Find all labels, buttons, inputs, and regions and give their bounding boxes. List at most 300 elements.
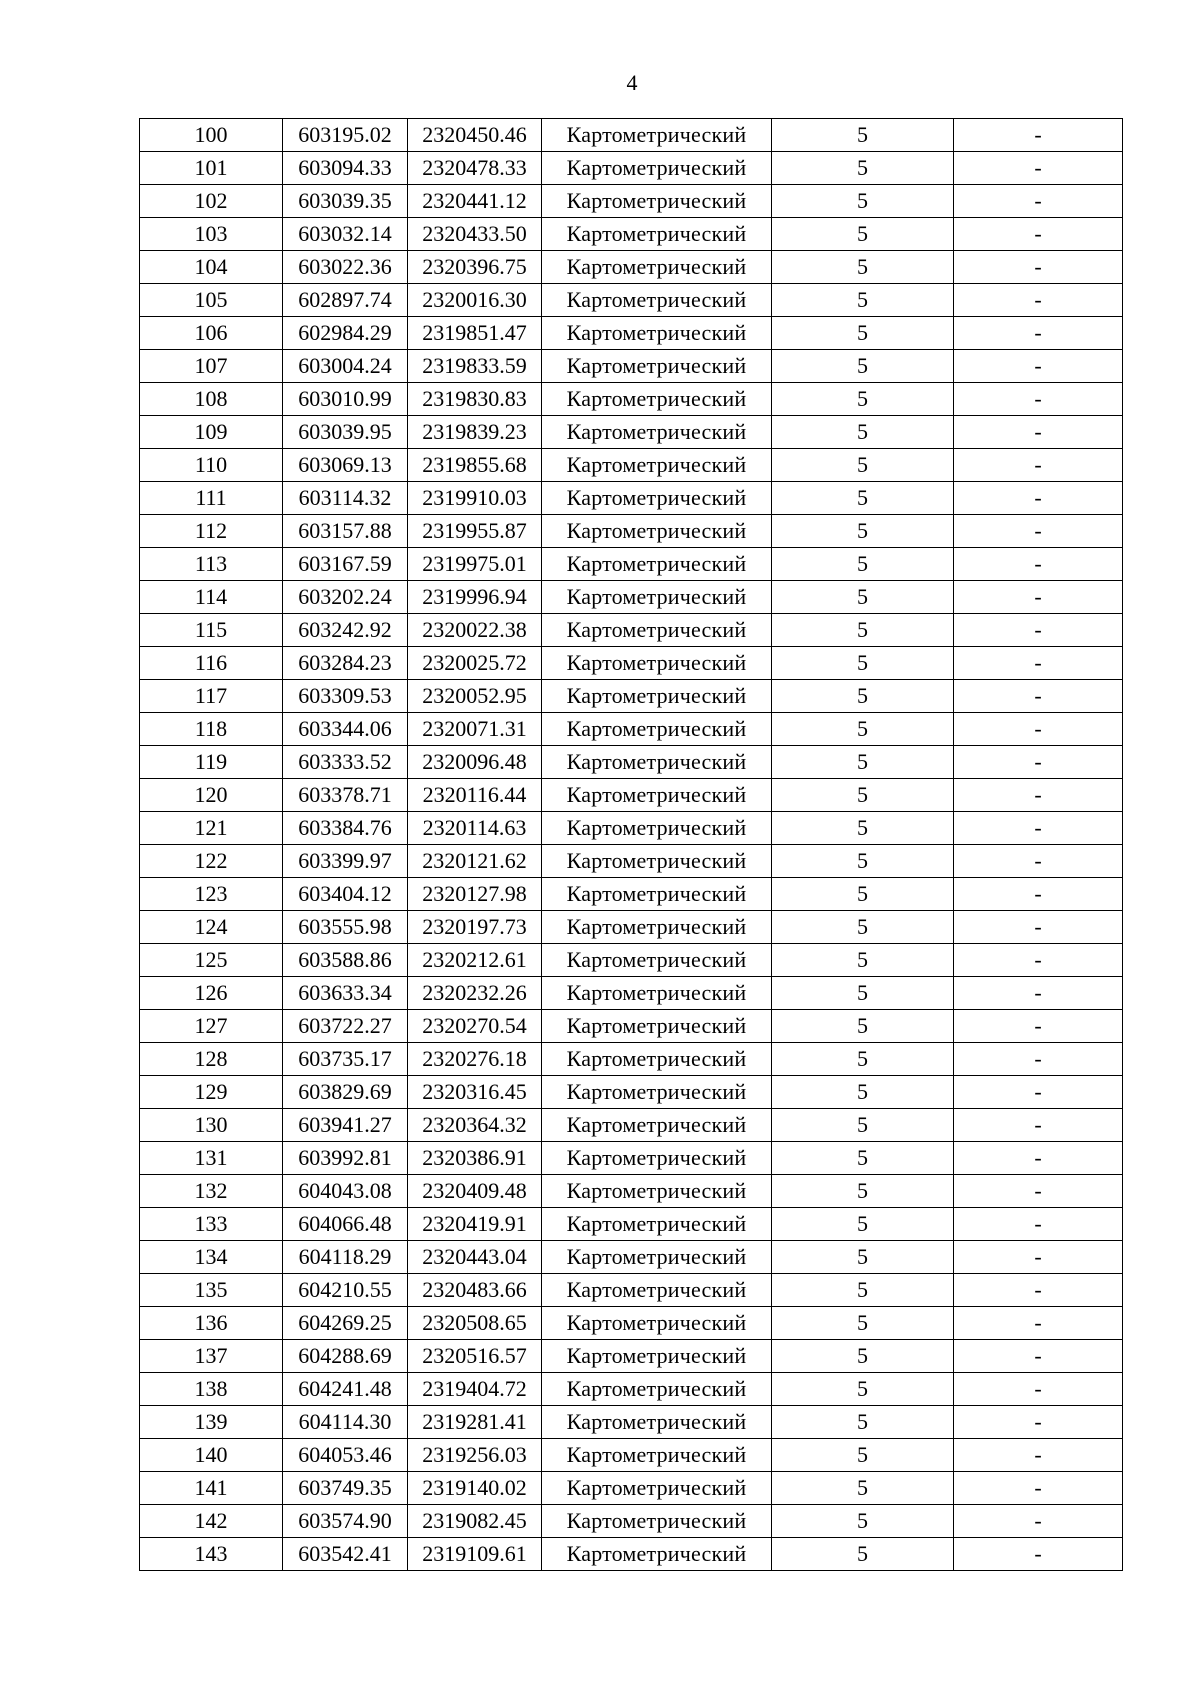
method-cell: Картометрический [542, 185, 772, 218]
point-number-cell: 134 [140, 1241, 283, 1274]
x-coordinate-cell: 603309.53 [283, 680, 408, 713]
description-cell: - [954, 1274, 1123, 1307]
method-cell: Картометрический [542, 1505, 772, 1538]
description-cell: - [954, 1439, 1123, 1472]
description-cell: - [954, 251, 1123, 284]
table-row [140, 515, 1123, 548]
y-coordinate-cell: 2320508.65 [408, 1307, 542, 1340]
x-coordinate-cell: 604288.69 [283, 1340, 408, 1373]
accuracy-cell: 5 [772, 878, 954, 911]
table-row [140, 944, 1123, 977]
description-cell: - [954, 383, 1123, 416]
point-number-cell: 123 [140, 878, 283, 911]
accuracy-cell: 5 [772, 1373, 954, 1406]
table-row [140, 746, 1123, 779]
y-coordinate-cell: 2320127.98 [408, 878, 542, 911]
table-body [140, 119, 1123, 1571]
y-coordinate-cell: 2320409.48 [408, 1175, 542, 1208]
accuracy-cell: 5 [772, 515, 954, 548]
method-cell: Картометрический [542, 812, 772, 845]
method-cell: Картометрический [542, 911, 772, 944]
point-number-cell: 114 [140, 581, 283, 614]
y-coordinate-cell: 2319833.59 [408, 350, 542, 383]
point-number-cell: 104 [140, 251, 283, 284]
method-cell: Картометрический [542, 1109, 772, 1142]
description-cell: - [954, 119, 1123, 152]
accuracy-cell: 5 [772, 1505, 954, 1538]
point-number-cell: 108 [140, 383, 283, 416]
y-coordinate-cell: 2320096.48 [408, 746, 542, 779]
point-number-cell: 119 [140, 746, 283, 779]
description-cell: - [954, 1307, 1123, 1340]
method-cell: Картометрический [542, 1439, 772, 1472]
point-number-cell: 120 [140, 779, 283, 812]
method-cell: Картометрический [542, 977, 772, 1010]
description-cell: - [954, 911, 1123, 944]
description-cell: - [954, 680, 1123, 713]
y-coordinate-cell: 2320052.95 [408, 680, 542, 713]
accuracy-cell: 5 [772, 977, 954, 1010]
table-row [140, 1538, 1123, 1571]
table-row [140, 1109, 1123, 1142]
y-coordinate-cell: 2319281.41 [408, 1406, 542, 1439]
y-coordinate-cell: 2320450.46 [408, 119, 542, 152]
description-cell: - [954, 1175, 1123, 1208]
table-row [140, 713, 1123, 746]
accuracy-cell: 5 [772, 1406, 954, 1439]
point-number-cell: 100 [140, 119, 283, 152]
point-number-cell: 136 [140, 1307, 283, 1340]
table-row [140, 218, 1123, 251]
x-coordinate-cell: 603399.97 [283, 845, 408, 878]
y-coordinate-cell: 2320197.73 [408, 911, 542, 944]
method-cell: Картометрический [542, 1241, 772, 1274]
method-cell: Картометрический [542, 119, 772, 152]
point-number-cell: 133 [140, 1208, 283, 1241]
method-cell: Картометрический [542, 383, 772, 416]
point-number-cell: 137 [140, 1340, 283, 1373]
table-row [140, 1373, 1123, 1406]
method-cell: Картометрический [542, 1472, 772, 1505]
y-coordinate-cell: 2320232.26 [408, 977, 542, 1010]
y-coordinate-cell: 2320121.62 [408, 845, 542, 878]
table-row [140, 1010, 1123, 1043]
accuracy-cell: 5 [772, 1208, 954, 1241]
point-number-cell: 112 [140, 515, 283, 548]
description-cell: - [954, 1505, 1123, 1538]
method-cell: Картометрический [542, 1373, 772, 1406]
table-row [140, 614, 1123, 647]
x-coordinate-cell: 603542.41 [283, 1538, 408, 1571]
table-row [140, 779, 1123, 812]
x-coordinate-cell: 603167.59 [283, 548, 408, 581]
table-row [140, 680, 1123, 713]
accuracy-cell: 5 [772, 1538, 954, 1571]
accuracy-cell: 5 [772, 416, 954, 449]
table-row [140, 251, 1123, 284]
table-row [140, 1472, 1123, 1505]
description-cell: - [954, 1340, 1123, 1373]
method-cell: Картометрический [542, 746, 772, 779]
point-number-cell: 128 [140, 1043, 283, 1076]
method-cell: Картометрический [542, 548, 772, 581]
y-coordinate-cell: 2319082.45 [408, 1505, 542, 1538]
method-cell: Картометрический [542, 1208, 772, 1241]
description-cell: - [954, 812, 1123, 845]
point-number-cell: 117 [140, 680, 283, 713]
y-coordinate-cell: 2320270.54 [408, 1010, 542, 1043]
description-cell: - [954, 482, 1123, 515]
accuracy-cell: 5 [772, 1274, 954, 1307]
y-coordinate-cell: 2320443.04 [408, 1241, 542, 1274]
accuracy-cell: 5 [772, 1439, 954, 1472]
x-coordinate-cell: 603157.88 [283, 515, 408, 548]
accuracy-cell: 5 [772, 152, 954, 185]
x-coordinate-cell: 603735.17 [283, 1043, 408, 1076]
method-cell: Картометрический [542, 251, 772, 284]
accuracy-cell: 5 [772, 779, 954, 812]
x-coordinate-cell: 603242.92 [283, 614, 408, 647]
method-cell: Картометрический [542, 581, 772, 614]
point-number-cell: 122 [140, 845, 283, 878]
table-row [140, 1340, 1123, 1373]
x-coordinate-cell: 603333.52 [283, 746, 408, 779]
accuracy-cell: 5 [772, 614, 954, 647]
y-coordinate-cell: 2319404.72 [408, 1373, 542, 1406]
point-number-cell: 141 [140, 1472, 283, 1505]
x-coordinate-cell: 603039.95 [283, 416, 408, 449]
point-number-cell: 113 [140, 548, 283, 581]
table-row [140, 383, 1123, 416]
method-cell: Картометрический [542, 416, 772, 449]
description-cell: - [954, 185, 1123, 218]
x-coordinate-cell: 603588.86 [283, 944, 408, 977]
x-coordinate-cell: 603022.36 [283, 251, 408, 284]
point-number-cell: 126 [140, 977, 283, 1010]
method-cell: Картометрический [542, 1076, 772, 1109]
x-coordinate-cell: 604066.48 [283, 1208, 408, 1241]
description-cell: - [954, 350, 1123, 383]
point-number-cell: 105 [140, 284, 283, 317]
x-coordinate-cell: 604118.29 [283, 1241, 408, 1274]
method-cell: Картометрический [542, 1340, 772, 1373]
accuracy-cell: 5 [772, 911, 954, 944]
point-number-cell: 118 [140, 713, 283, 746]
point-number-cell: 142 [140, 1505, 283, 1538]
y-coordinate-cell: 2320116.44 [408, 779, 542, 812]
description-cell: - [954, 317, 1123, 350]
y-coordinate-cell: 2320433.50 [408, 218, 542, 251]
method-cell: Картометрический [542, 1175, 772, 1208]
accuracy-cell: 5 [772, 185, 954, 218]
y-coordinate-cell: 2319851.47 [408, 317, 542, 350]
description-cell: - [954, 614, 1123, 647]
x-coordinate-cell: 602984.29 [283, 317, 408, 350]
point-number-cell: 107 [140, 350, 283, 383]
accuracy-cell: 5 [772, 482, 954, 515]
point-number-cell: 135 [140, 1274, 283, 1307]
table-row [140, 1439, 1123, 1472]
y-coordinate-cell: 2319256.03 [408, 1439, 542, 1472]
description-cell: - [954, 1208, 1123, 1241]
x-coordinate-cell: 603004.24 [283, 350, 408, 383]
x-coordinate-cell: 603069.13 [283, 449, 408, 482]
x-coordinate-cell: 603941.27 [283, 1109, 408, 1142]
table-row [140, 647, 1123, 680]
method-cell: Картометрический [542, 350, 772, 383]
table-row [140, 1208, 1123, 1241]
table-row [140, 317, 1123, 350]
description-cell: - [954, 152, 1123, 185]
x-coordinate-cell: 604269.25 [283, 1307, 408, 1340]
x-coordinate-cell: 603574.90 [283, 1505, 408, 1538]
x-coordinate-cell: 603114.32 [283, 482, 408, 515]
y-coordinate-cell: 2320386.91 [408, 1142, 542, 1175]
table-row [140, 1274, 1123, 1307]
table-row [140, 1076, 1123, 1109]
accuracy-cell: 5 [772, 350, 954, 383]
method-cell: Картометрический [542, 944, 772, 977]
table-row [140, 548, 1123, 581]
point-number-cell: 101 [140, 152, 283, 185]
method-cell: Картометрический [542, 1043, 772, 1076]
method-cell: Картометрический [542, 1406, 772, 1439]
accuracy-cell: 5 [772, 746, 954, 779]
point-number-cell: 132 [140, 1175, 283, 1208]
method-cell: Картометрический [542, 1307, 772, 1340]
y-coordinate-cell: 2319839.23 [408, 416, 542, 449]
y-coordinate-cell: 2320419.91 [408, 1208, 542, 1241]
y-coordinate-cell: 2320396.75 [408, 251, 542, 284]
table-row [140, 350, 1123, 383]
accuracy-cell: 5 [772, 1043, 954, 1076]
description-cell: - [954, 449, 1123, 482]
point-number-cell: 115 [140, 614, 283, 647]
table-row [140, 878, 1123, 911]
description-cell: - [954, 1406, 1123, 1439]
y-coordinate-cell: 2320022.38 [408, 614, 542, 647]
description-cell: - [954, 878, 1123, 911]
table-row [140, 1307, 1123, 1340]
y-coordinate-cell: 2319975.01 [408, 548, 542, 581]
y-coordinate-cell: 2320364.32 [408, 1109, 542, 1142]
accuracy-cell: 5 [772, 812, 954, 845]
y-coordinate-cell: 2319140.02 [408, 1472, 542, 1505]
accuracy-cell: 5 [772, 251, 954, 284]
description-cell: - [954, 1373, 1123, 1406]
method-cell: Картометрический [542, 1010, 772, 1043]
x-coordinate-cell: 603829.69 [283, 1076, 408, 1109]
method-cell: Картометрический [542, 878, 772, 911]
table-row [140, 1241, 1123, 1274]
accuracy-cell: 5 [772, 548, 954, 581]
method-cell: Картометрический [542, 449, 772, 482]
accuracy-cell: 5 [772, 1076, 954, 1109]
description-cell: - [954, 515, 1123, 548]
x-coordinate-cell: 603555.98 [283, 911, 408, 944]
y-coordinate-cell: 2319855.68 [408, 449, 542, 482]
accuracy-cell: 5 [772, 680, 954, 713]
method-cell: Картометрический [542, 1274, 772, 1307]
table-row [140, 845, 1123, 878]
table-row [140, 416, 1123, 449]
coordinates-table [139, 118, 1123, 1571]
accuracy-cell: 5 [772, 944, 954, 977]
y-coordinate-cell: 2320316.45 [408, 1076, 542, 1109]
table-row [140, 581, 1123, 614]
accuracy-cell: 5 [772, 449, 954, 482]
point-number-cell: 116 [140, 647, 283, 680]
accuracy-cell: 5 [772, 1010, 954, 1043]
description-cell: - [954, 713, 1123, 746]
x-coordinate-cell: 603202.24 [283, 581, 408, 614]
method-cell: Картометрический [542, 152, 772, 185]
y-coordinate-cell: 2320025.72 [408, 647, 542, 680]
table-row [140, 1175, 1123, 1208]
y-coordinate-cell: 2320016.30 [408, 284, 542, 317]
table-row [140, 482, 1123, 515]
y-coordinate-cell: 2319830.83 [408, 383, 542, 416]
description-cell: - [954, 1142, 1123, 1175]
table-row [140, 1043, 1123, 1076]
description-cell: - [954, 581, 1123, 614]
x-coordinate-cell: 604210.55 [283, 1274, 408, 1307]
x-coordinate-cell: 603404.12 [283, 878, 408, 911]
table-row [140, 119, 1123, 152]
y-coordinate-cell: 2320071.31 [408, 713, 542, 746]
table-row [140, 911, 1123, 944]
x-coordinate-cell: 604053.46 [283, 1439, 408, 1472]
y-coordinate-cell: 2320441.12 [408, 185, 542, 218]
accuracy-cell: 5 [772, 647, 954, 680]
x-coordinate-cell: 604043.08 [283, 1175, 408, 1208]
accuracy-cell: 5 [772, 1307, 954, 1340]
accuracy-cell: 5 [772, 1472, 954, 1505]
description-cell: - [954, 944, 1123, 977]
method-cell: Картометрический [542, 779, 772, 812]
y-coordinate-cell: 2320114.63 [408, 812, 542, 845]
description-cell: - [954, 1109, 1123, 1142]
method-cell: Картометрический [542, 218, 772, 251]
point-number-cell: 130 [140, 1109, 283, 1142]
accuracy-cell: 5 [772, 119, 954, 152]
description-cell: - [954, 845, 1123, 878]
accuracy-cell: 5 [772, 383, 954, 416]
point-number-cell: 111 [140, 482, 283, 515]
method-cell: Картометрический [542, 482, 772, 515]
point-number-cell: 124 [140, 911, 283, 944]
method-cell: Картометрический [542, 284, 772, 317]
point-number-cell: 103 [140, 218, 283, 251]
x-coordinate-cell: 603384.76 [283, 812, 408, 845]
table-row [140, 1406, 1123, 1439]
accuracy-cell: 5 [772, 713, 954, 746]
description-cell: - [954, 647, 1123, 680]
accuracy-cell: 5 [772, 845, 954, 878]
y-coordinate-cell: 2320478.33 [408, 152, 542, 185]
method-cell: Картометрический [542, 515, 772, 548]
x-coordinate-cell: 603722.27 [283, 1010, 408, 1043]
point-number-cell: 129 [140, 1076, 283, 1109]
x-coordinate-cell: 603344.06 [283, 713, 408, 746]
accuracy-cell: 5 [772, 218, 954, 251]
accuracy-cell: 5 [772, 284, 954, 317]
point-number-cell: 139 [140, 1406, 283, 1439]
description-cell: - [954, 1010, 1123, 1043]
method-cell: Картометрический [542, 845, 772, 878]
method-cell: Картометрический [542, 1142, 772, 1175]
y-coordinate-cell: 2319955.87 [408, 515, 542, 548]
y-coordinate-cell: 2319996.94 [408, 581, 542, 614]
point-number-cell: 140 [140, 1439, 283, 1472]
x-coordinate-cell: 603010.99 [283, 383, 408, 416]
description-cell: - [954, 977, 1123, 1010]
method-cell: Картометрический [542, 614, 772, 647]
x-coordinate-cell: 603094.33 [283, 152, 408, 185]
x-coordinate-cell: 603039.35 [283, 185, 408, 218]
x-coordinate-cell: 602897.74 [283, 284, 408, 317]
x-coordinate-cell: 603633.34 [283, 977, 408, 1010]
x-coordinate-cell: 603032.14 [283, 218, 408, 251]
x-coordinate-cell: 603378.71 [283, 779, 408, 812]
point-number-cell: 125 [140, 944, 283, 977]
x-coordinate-cell: 603195.02 [283, 119, 408, 152]
point-number-cell: 106 [140, 317, 283, 350]
accuracy-cell: 5 [772, 1142, 954, 1175]
y-coordinate-cell: 2320516.57 [408, 1340, 542, 1373]
point-number-cell: 121 [140, 812, 283, 845]
accuracy-cell: 5 [772, 581, 954, 614]
point-number-cell: 143 [140, 1538, 283, 1571]
method-cell: Картометрический [542, 713, 772, 746]
table-row [140, 1505, 1123, 1538]
y-coordinate-cell: 2320483.66 [408, 1274, 542, 1307]
point-number-cell: 131 [140, 1142, 283, 1175]
description-cell: - [954, 1076, 1123, 1109]
description-cell: - [954, 1241, 1123, 1274]
accuracy-cell: 5 [772, 1241, 954, 1274]
point-number-cell: 138 [140, 1373, 283, 1406]
accuracy-cell: 5 [772, 1340, 954, 1373]
table-row [140, 1142, 1123, 1175]
table-row [140, 812, 1123, 845]
y-coordinate-cell: 2320276.18 [408, 1043, 542, 1076]
point-number-cell: 110 [140, 449, 283, 482]
accuracy-cell: 5 [772, 1175, 954, 1208]
accuracy-cell: 5 [772, 1109, 954, 1142]
method-cell: Картометрический [542, 1538, 772, 1571]
description-cell: - [954, 1043, 1123, 1076]
table-row [140, 284, 1123, 317]
y-coordinate-cell: 2319910.03 [408, 482, 542, 515]
description-cell: - [954, 416, 1123, 449]
table-row [140, 977, 1123, 1010]
point-number-cell: 102 [140, 185, 283, 218]
method-cell: Картометрический [542, 317, 772, 350]
x-coordinate-cell: 604241.48 [283, 1373, 408, 1406]
point-number-cell: 127 [140, 1010, 283, 1043]
description-cell: - [954, 779, 1123, 812]
accuracy-cell: 5 [772, 317, 954, 350]
x-coordinate-cell: 603284.23 [283, 647, 408, 680]
description-cell: - [954, 548, 1123, 581]
page-number: 4 [626, 70, 638, 95]
table-row [140, 152, 1123, 185]
description-cell: - [954, 746, 1123, 779]
x-coordinate-cell: 603992.81 [283, 1142, 408, 1175]
y-coordinate-cell: 2320212.61 [408, 944, 542, 977]
description-cell: - [954, 218, 1123, 251]
